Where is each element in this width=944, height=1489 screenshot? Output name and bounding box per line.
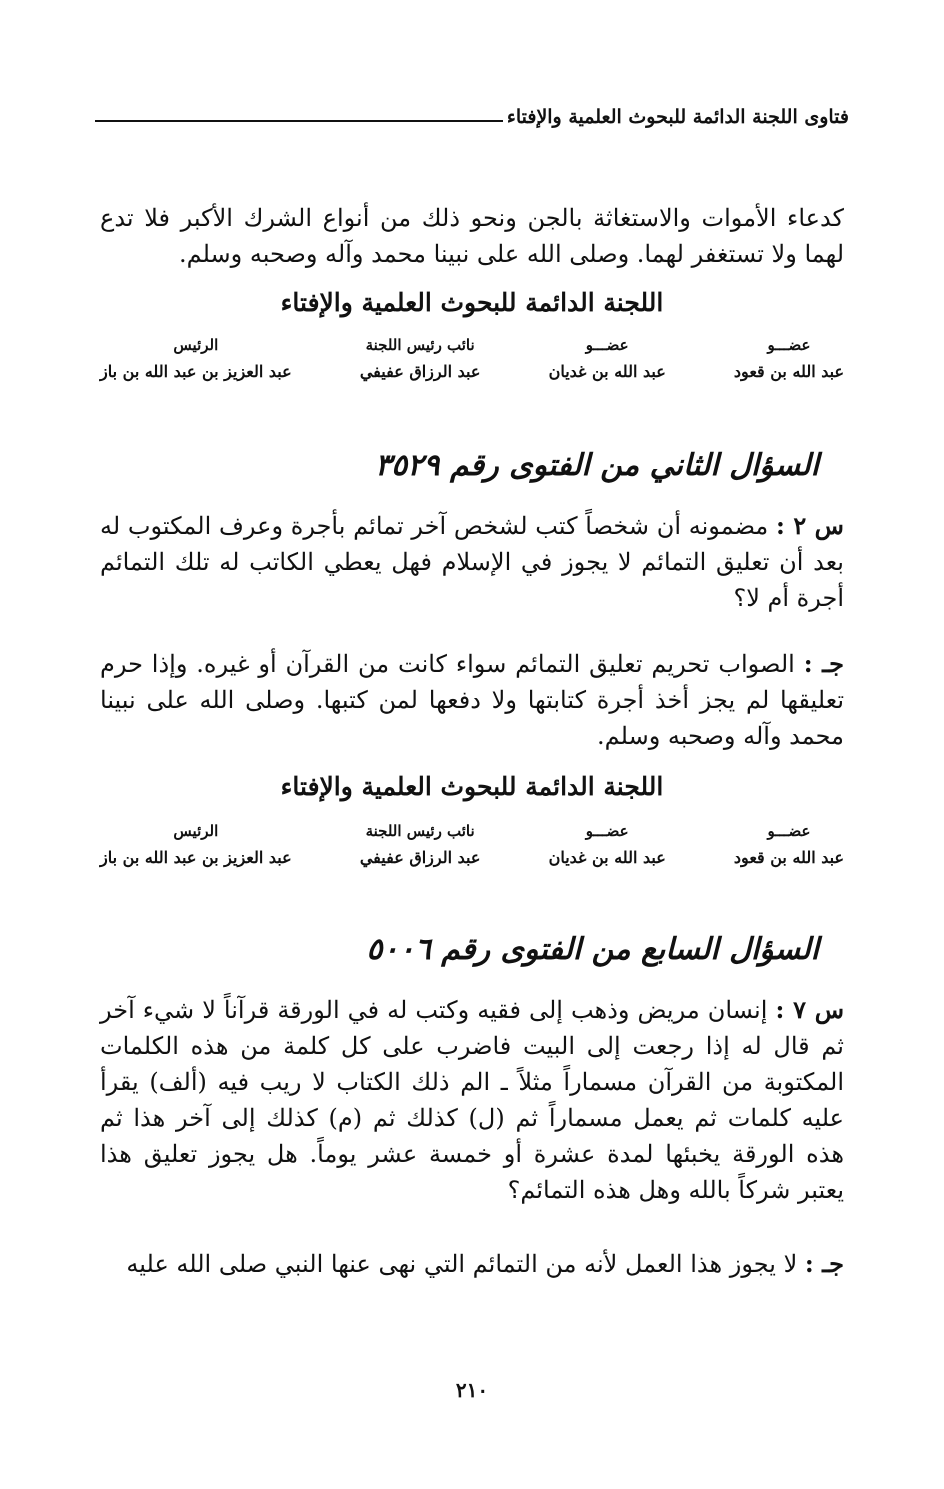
answer-2-text <box>100 646 844 754</box>
signature-role: نائب رئيس اللجنة <box>365 336 475 354</box>
signature-role: عضـــو <box>767 336 811 354</box>
question-body: إنسان مريض وذهب إلى فقيه وكتب له في الورقة قرآناً لا شيء آخر ثم قال له إذا رجعت إلى البيت فاضرب على كل كلمة من هذه الكلمات المكتوبة من القرآن مسماراً مثلاً ـ الم ذلك الكتاب لا ريب فيه (ألف) يقرأ عليه كلمات ثم يعمل مسماراً ثم (ل) كذلك ثم (م) كذلك إلى آخر هذا ثم هذه الورقة يخبئها لمدة عشرة أو خمسة عشر يوماً. هل يجوز تعليق هذا يعتبر شركاً بالله وهل هذه التمائم؟ <box>100 996 844 1204</box>
signature-name: عبد العزيز بن عبد الله بن باز <box>100 362 292 381</box>
signature-name: عبد الله بن قعود <box>733 848 844 867</box>
signature-chair <box>100 336 292 396</box>
continuation-text: كدعاء الأموات والاستغاثة بالجن ونحو ذلك من أنواع الشرك الأكبر فلا تدع لهما ولا تستغفر لهما. وصلى الله على نبينا محمد وآله وصحبه وسلم. <box>100 204 844 268</box>
signature-block <box>100 822 844 882</box>
page-number: ٢١٠ <box>455 1378 489 1402</box>
signature-role: عضـــو <box>585 336 629 354</box>
signature-name: عبد الله بن قعود <box>733 362 844 381</box>
continuation-paragraph <box>100 200 844 272</box>
signature-role: عضـــو <box>767 822 811 840</box>
signature-name: عبد العزيز بن عبد الله بن باز <box>100 848 292 867</box>
signature-role: الرئيس <box>173 822 219 840</box>
committee-title: اللجنة الدائمة للبحوث العلمية والإفتاء <box>280 772 664 801</box>
signature-member-2 <box>549 336 666 396</box>
signature-name: عبد الله بن غديان <box>548 362 666 381</box>
signature-member-1 <box>734 336 844 396</box>
signature-member-2 <box>549 822 666 882</box>
signature-vice-chair <box>360 822 481 882</box>
question-label: س ٢ : <box>776 511 844 540</box>
running-head-rule <box>95 120 503 122</box>
answer-7-text <box>100 1246 844 1282</box>
signature-name: عبد الرزاق عفيفي <box>359 362 481 381</box>
answer-body: الصواب تحريم تعليق التمائم سواء كانت من القرآن أو غيره. وإذا حرم تعليقها لم يجز أخذ أجرة كتابتها ولا دفعها لمن كتبها. وصلى الله على نبينا محمد وآله وصحبه وسلم. <box>100 650 844 750</box>
signature-name: عبد الرزاق عفيفي <box>359 848 481 867</box>
running-head-title: فتاوى اللجنة الدائمة للبحوث العلمية والإفتاء <box>506 106 849 128</box>
running-head <box>95 88 849 128</box>
signature-role: عضـــو <box>585 822 629 840</box>
signature-name: عبد الله بن غديان <box>548 848 666 867</box>
committee-title: اللجنة الدائمة للبحوث العلمية والإفتاء <box>280 288 664 317</box>
question-label: س ٧ : <box>775 995 845 1024</box>
signature-vice-chair <box>360 336 481 396</box>
signature-role: نائب رئيس اللجنة <box>365 822 475 840</box>
answer-body: لا يجوز هذا العمل لأنه من التمائم التي نهى عنها النبي صلى الله عليه <box>126 1250 798 1278</box>
answer-label: جـ : <box>804 1249 844 1278</box>
signature-member-1 <box>734 822 844 882</box>
question-7-heading: السؤال السابع من الفتوى رقم ٥٠٠٦ <box>366 932 819 967</box>
signature-chair <box>100 822 292 882</box>
signature-role: الرئيس <box>173 336 219 354</box>
question-2-text <box>100 508 844 616</box>
answer-label: جـ : <box>803 649 845 678</box>
signature-block <box>100 336 844 396</box>
question-2-heading: السؤال الثاني من الفتوى رقم ٣٥٢٩ <box>375 448 819 483</box>
question-body: مضمونه أن شخصاً كتب لشخص آخر تمائم بأجرة وعرف المكتوب له بعد أن تعليق التمائم لا يجوز في الإسلام فهل يعطي الكاتب له تلك التمائم أجرة أم لا؟ <box>100 512 844 612</box>
question-7-text <box>100 992 844 1208</box>
